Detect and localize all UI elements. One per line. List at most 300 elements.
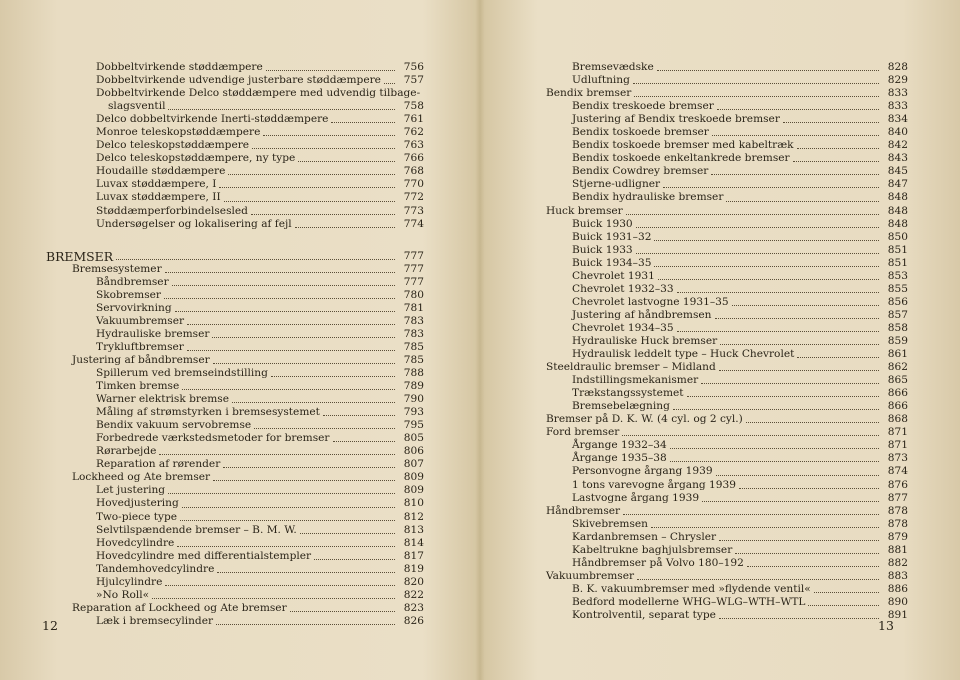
toc-entry xyxy=(46,511,424,524)
toc-entry xyxy=(546,361,908,374)
toc-entry-title: Hjulcylindre xyxy=(96,575,163,588)
toc-entry-page: 834 xyxy=(887,113,908,126)
toc-entry xyxy=(546,426,908,439)
toc-entry xyxy=(46,419,424,432)
toc-entry-page: 890 xyxy=(887,595,908,608)
toc-list-left xyxy=(46,61,424,628)
dot-leader xyxy=(228,174,395,175)
dot-leader xyxy=(263,135,395,136)
toc-entry xyxy=(546,152,908,165)
toc-entry xyxy=(546,544,908,557)
toc-entry-page: 813 xyxy=(403,523,424,536)
toc-entry xyxy=(546,178,908,191)
toc-entry-page: 763 xyxy=(403,139,424,152)
toc-entry xyxy=(546,479,908,492)
dot-leader xyxy=(298,161,395,162)
toc-entry-title: »No Roll« xyxy=(96,588,150,601)
toc-entry-title: Bendix vakuum servobremse xyxy=(96,419,252,432)
toc-entry-page: 768 xyxy=(403,165,424,178)
toc-entry-title: Hovedjustering xyxy=(96,497,179,510)
toc-entry-title: Dobbeltvirkende støddæmpere xyxy=(96,61,263,73)
toc-entry-page: 886 xyxy=(887,582,908,595)
toc-entry-page: 861 xyxy=(887,348,908,361)
toc-entry-page: 795 xyxy=(403,419,424,432)
toc-entry xyxy=(46,231,424,248)
toc-entry-title: Vakuumbremser xyxy=(546,569,635,582)
dot-leader xyxy=(626,214,879,215)
toc-entry-page: 833 xyxy=(887,100,908,113)
toc-entry-title: Skivebremsen xyxy=(572,517,649,530)
toc-entry xyxy=(546,374,908,387)
toc-entry xyxy=(546,74,908,87)
toc-entry-page: 805 xyxy=(403,432,424,445)
toc-entry-page: 774 xyxy=(403,217,424,230)
dot-leader xyxy=(702,501,879,502)
toc-entry-title: Reparation af rørender xyxy=(96,458,221,471)
toc-entry xyxy=(46,354,424,367)
toc-entry-page: 874 xyxy=(887,465,908,478)
dot-leader xyxy=(654,240,879,241)
toc-entry-title: Lockheed og Ate bremser xyxy=(72,471,211,484)
dot-leader xyxy=(384,83,395,84)
dot-leader xyxy=(712,135,879,136)
toc-entry xyxy=(46,589,424,602)
toc-entry-title: Håndbremser xyxy=(546,504,621,517)
toc-entry xyxy=(46,406,424,419)
toc-entry-title: Houdaille støddæmpere xyxy=(96,165,226,178)
toc-entry-title: Luvax støddæmpere, II xyxy=(96,191,221,204)
toc-entry-page: 823 xyxy=(403,601,424,614)
page-number-left: 12 xyxy=(42,618,58,633)
dot-leader xyxy=(657,70,879,71)
dot-leader xyxy=(266,70,395,71)
dot-leader xyxy=(182,389,395,390)
toc-entry-title: Servovirkning xyxy=(96,301,172,314)
dot-leader xyxy=(634,96,879,97)
toc-entry xyxy=(546,583,908,596)
toc-entry xyxy=(546,609,908,622)
toc-entry-title: Dobbeltvirkende udvendige justerbare støddæmpere xyxy=(96,74,381,87)
toc-entry xyxy=(46,61,424,74)
toc-entry-page: 809 xyxy=(403,484,424,497)
toc-entry-title: Delco teleskopstøddæmpere, ny type xyxy=(96,152,296,165)
toc-entry-page: 785 xyxy=(403,353,424,366)
toc-entry-page: 777 xyxy=(403,275,424,288)
toc-entry xyxy=(46,602,424,615)
toc-entry-title: Luvax støddæmpere, I xyxy=(96,178,217,191)
dot-leader xyxy=(182,507,395,508)
toc-entry xyxy=(546,452,908,465)
toc-entry-title: Personvogne årgang 1939 xyxy=(572,465,713,478)
toc-entry-title: Kardanbremsen – Chrysler xyxy=(572,530,717,543)
toc-entry xyxy=(46,87,424,100)
toc-entry-title: Dobbeltvirkende Delco støddæmpere med udvendig tilbage- xyxy=(96,87,421,100)
dot-leader xyxy=(213,480,395,481)
toc-entry-page: 789 xyxy=(403,380,424,393)
toc-entry-title: Stjerne-udligner xyxy=(572,178,661,191)
toc-entry-page: 866 xyxy=(887,387,908,400)
toc-entry-title: Two-piece type xyxy=(96,510,178,523)
toc-entry-title: Chevrolet 1934–35 xyxy=(572,321,674,334)
toc-entry-title: Årgange 1935–38 xyxy=(572,452,667,465)
toc-entry-page: 859 xyxy=(887,334,908,347)
toc-entry xyxy=(546,283,908,296)
toc-entry-title: Kabeltrukne baghjulsbremser xyxy=(572,543,733,556)
dot-leader xyxy=(814,592,879,593)
toc-entry-title: Kontrolventil, separat type xyxy=(572,608,716,621)
dot-leader xyxy=(175,311,395,312)
toc-entry xyxy=(546,492,908,505)
toc-entry xyxy=(46,205,424,218)
toc-entry xyxy=(546,322,908,335)
dot-leader xyxy=(677,292,879,293)
toc-entry-page: 810 xyxy=(403,497,424,510)
toc-entry-page: 833 xyxy=(887,87,908,100)
toc-entry-title: Hydraulisk leddelt type – Huck Chevrolet xyxy=(572,348,795,361)
toc-entry-title: Hydrauliske Huck bremser xyxy=(572,334,718,347)
dot-leader xyxy=(726,201,879,202)
toc-entry-title: Årgange 1932–34 xyxy=(572,439,667,452)
toc-entry-page: 851 xyxy=(887,256,908,269)
toc-entry xyxy=(46,341,424,354)
toc-entry-title: Læk i bremsecylinder xyxy=(96,614,214,627)
toc-entry xyxy=(546,413,908,426)
toc-entry-title: 1 tons varevogne årgang 1939 xyxy=(572,478,737,491)
toc-entry-title: Bremsesystemer xyxy=(72,262,162,275)
toc-entry-page: 882 xyxy=(887,556,908,569)
toc-list-right xyxy=(546,61,908,622)
toc-entry xyxy=(46,289,424,302)
toc-entry xyxy=(546,191,908,204)
dot-leader xyxy=(797,148,879,149)
dot-leader xyxy=(663,187,879,188)
toc-entry-title: Justering af båndbremser xyxy=(72,353,210,366)
toc-entry-page: 806 xyxy=(403,445,424,458)
toc-entry-page: 828 xyxy=(887,61,908,73)
toc-entry-title: Hovedcylindre xyxy=(96,536,175,549)
toc-entry xyxy=(46,537,424,550)
toc-entry-page: 843 xyxy=(887,152,908,165)
dot-leader xyxy=(331,122,395,123)
dot-leader xyxy=(687,396,879,397)
toc-entry-title: Trykluftbremser xyxy=(96,340,184,353)
toc-entry-title: Let justering xyxy=(96,484,166,497)
toc-entry xyxy=(46,393,424,406)
toc-entry-page: 788 xyxy=(403,366,424,379)
dot-leader xyxy=(651,527,879,528)
dot-leader xyxy=(152,598,395,599)
dot-leader xyxy=(673,409,879,410)
dot-leader xyxy=(180,520,395,521)
toc-entry-page: 842 xyxy=(887,139,908,152)
toc-entry xyxy=(546,218,908,231)
toc-entry xyxy=(546,87,908,100)
toc-entry-page: 840 xyxy=(887,126,908,139)
toc-entry-title: Bendix toskoede bremser xyxy=(572,126,709,139)
toc-entry xyxy=(546,113,908,126)
toc-entry-page: 876 xyxy=(887,478,908,491)
dot-leader xyxy=(168,109,395,110)
toc-entry xyxy=(46,563,424,576)
toc-entry xyxy=(46,165,424,178)
toc-entry-page: 762 xyxy=(403,126,424,139)
toc-entry-title: Bendix bremser xyxy=(546,87,632,100)
toc-entry-page: 817 xyxy=(403,549,424,562)
toc-entry xyxy=(46,126,424,139)
toc-entry-page: 829 xyxy=(887,74,908,87)
dot-leader xyxy=(747,566,879,567)
toc-entry-page: 766 xyxy=(403,152,424,165)
toc-entry-page: 793 xyxy=(403,406,424,419)
toc-entry-page: 783 xyxy=(403,314,424,327)
toc-entry xyxy=(546,100,908,113)
toc-entry-title: Støddæmperforbindelsesled xyxy=(96,204,248,217)
toc-entry-title: Bedford modellerne WHG–WLG–WTH–WTL xyxy=(572,595,806,608)
toc-entry xyxy=(46,458,424,471)
toc-entry-page: 853 xyxy=(887,269,908,282)
toc-entry xyxy=(46,113,424,126)
toc-entry-title: Skobremser xyxy=(96,288,161,301)
dot-leader xyxy=(670,461,879,462)
dot-leader xyxy=(797,357,879,358)
toc-entry xyxy=(46,615,424,628)
dot-leader xyxy=(636,227,879,228)
toc-entry-page: 819 xyxy=(403,562,424,575)
toc-entry-title: Huck bremser xyxy=(546,204,623,217)
toc-entry-page: 850 xyxy=(887,230,908,243)
toc-entry-page: 781 xyxy=(403,301,424,314)
toc-entry-title: Trækstangssystemet xyxy=(572,387,684,400)
dot-leader xyxy=(719,540,879,541)
toc-entry xyxy=(46,445,424,458)
dot-leader xyxy=(793,161,879,162)
toc-entry-title: Buick 1930 xyxy=(572,217,633,230)
toc-entry-page: 761 xyxy=(403,113,424,126)
toc-entry-page: 879 xyxy=(887,530,908,543)
dot-leader xyxy=(323,415,395,416)
toc-entry-title: BREMSER xyxy=(46,248,114,264)
toc-entry xyxy=(46,276,424,289)
toc-entry-title: Tandemhovedcylindre xyxy=(96,562,215,575)
toc-entry-page: 756 xyxy=(403,61,424,73)
toc-entry-page: 777 xyxy=(403,249,424,262)
toc-entry-title: Timken bremse xyxy=(96,380,180,393)
toc-entry xyxy=(46,524,424,537)
toc-entry xyxy=(546,126,908,139)
toc-entry-title: Chevrolet lastvogne 1931–35 xyxy=(572,295,729,308)
toc-entry-title: Buick 1934–35 xyxy=(572,256,652,269)
toc-entry-title: Delco teleskopstøddæmpere xyxy=(96,139,250,152)
toc-entry xyxy=(46,263,424,276)
toc-entry-page: 783 xyxy=(403,327,424,340)
toc-entry xyxy=(46,218,424,231)
dot-leader xyxy=(252,148,395,149)
toc-entry-title: B. K. vakuumbremser med »flydende ventil« xyxy=(572,582,811,595)
toc-entry-page: 809 xyxy=(403,471,424,484)
toc-entry-page: 780 xyxy=(403,288,424,301)
dot-leader xyxy=(670,448,879,449)
toc-entry-page: 855 xyxy=(887,282,908,295)
toc-entry-page: 881 xyxy=(887,543,908,556)
toc-entry-title: Hydrauliske bremser xyxy=(96,327,210,340)
toc-entry-page: 848 xyxy=(887,204,908,217)
dot-leader xyxy=(271,376,395,377)
toc-entry xyxy=(546,270,908,283)
toc-entry-page: 847 xyxy=(887,178,908,191)
toc-entry-page: 785 xyxy=(403,340,424,353)
toc-entry xyxy=(46,74,424,87)
toc-entry-title: Buick 1931–32 xyxy=(572,230,652,243)
toc-entry-page: 770 xyxy=(403,178,424,191)
toc-entry xyxy=(46,484,424,497)
dot-leader xyxy=(717,109,879,110)
toc-entry xyxy=(46,100,424,113)
toc-entry xyxy=(46,302,424,315)
toc-entry xyxy=(546,244,908,257)
toc-entry-page: 807 xyxy=(403,458,424,471)
toc-entry-title: slagsventil xyxy=(108,100,166,113)
right-page xyxy=(480,0,960,680)
toc-entry xyxy=(546,439,908,452)
toc-entry-title: Bremser på D. K. W. (4 cyl. og 2 cyl.) xyxy=(546,413,743,426)
dot-leader xyxy=(739,488,879,489)
toc-entry-title: Justering af Bendix treskoede bremser xyxy=(572,113,780,126)
toc-entry-page: 777 xyxy=(403,262,424,275)
toc-entry-title: Bendix hydrauliske bremser xyxy=(572,191,724,204)
toc-entry-title: Warner elektrisk bremse xyxy=(96,393,230,406)
toc-entry xyxy=(546,257,908,270)
toc-entry-page: 773 xyxy=(403,204,424,217)
toc-entry-title: Håndbremser på Volvo 180–192 xyxy=(572,556,744,569)
dot-leader xyxy=(333,441,396,442)
dot-leader xyxy=(216,624,395,625)
toc-entry-page: 878 xyxy=(887,517,908,530)
toc-entry-title: Steeldraulic bremser – Midland xyxy=(546,361,716,374)
dot-leader xyxy=(223,467,395,468)
toc-entry-title: Udluftning xyxy=(572,74,630,87)
dot-leader xyxy=(658,279,879,280)
toc-entry-page: 845 xyxy=(887,165,908,178)
toc-entry xyxy=(46,367,424,380)
toc-entry xyxy=(546,205,908,218)
toc-entry xyxy=(46,432,424,445)
toc-entry-title: Monroe teleskopstøddæmpere xyxy=(96,126,261,139)
toc-entry xyxy=(546,557,908,570)
dot-leader xyxy=(177,546,395,547)
toc-entry xyxy=(46,315,424,328)
page-number-right: 13 xyxy=(878,618,894,633)
toc-entry-title: Rørarbejde xyxy=(96,445,157,458)
toc-entry-title: Delco dobbeltvirkende Inerti-støddæmpere xyxy=(96,113,329,126)
dot-leader xyxy=(783,122,879,123)
dot-leader xyxy=(168,493,395,494)
toc-entry-page: 790 xyxy=(403,393,424,406)
toc-entry xyxy=(46,191,424,204)
toc-entry-page: 868 xyxy=(887,413,908,426)
dot-leader xyxy=(212,337,395,338)
dot-leader xyxy=(290,611,395,612)
toc-entry xyxy=(546,348,908,361)
toc-entry xyxy=(546,139,908,152)
toc-entry-page: 878 xyxy=(887,504,908,517)
toc-entry-title: Båndbremser xyxy=(96,275,169,288)
toc-entry-page: 857 xyxy=(887,308,908,321)
toc-entry-page: 822 xyxy=(403,588,424,601)
dot-leader xyxy=(711,174,879,175)
toc-entry-page: 865 xyxy=(887,374,908,387)
toc-entry xyxy=(46,576,424,589)
toc-entry-title: Lastvogne årgang 1939 xyxy=(572,491,700,504)
dot-leader xyxy=(732,305,879,306)
toc-entry-page: 851 xyxy=(887,243,908,256)
dot-leader xyxy=(715,318,880,319)
toc-entry xyxy=(546,570,908,583)
toc-entry xyxy=(546,309,908,322)
toc-entry xyxy=(46,471,424,484)
dot-leader xyxy=(187,324,395,325)
toc-entry-page: 862 xyxy=(887,361,908,374)
dot-leader xyxy=(254,428,395,429)
dot-leader xyxy=(636,253,879,254)
toc-entry xyxy=(546,231,908,244)
toc-entry-title: Vakuumbremser xyxy=(96,314,185,327)
toc-entry-title: Bendix toskoede enkeltankrede bremser xyxy=(572,152,790,165)
dot-leader xyxy=(300,533,395,534)
toc-entry-title: Måling af strømstyrken i bremsesystemet xyxy=(96,406,320,419)
toc-entry-page: 891 xyxy=(887,608,908,621)
toc-entry-title: Reparation af Lockheed og Ate bremser xyxy=(72,601,287,614)
toc-entry xyxy=(46,497,424,510)
toc-entry-title: Chevrolet 1932–33 xyxy=(572,282,674,295)
toc-entry-page: 871 xyxy=(887,426,908,439)
toc-entry-title: Chevrolet 1931 xyxy=(572,269,655,282)
dot-leader xyxy=(677,331,879,332)
dot-leader xyxy=(622,435,879,436)
dot-leader xyxy=(808,605,879,606)
dot-leader xyxy=(251,214,395,215)
toc-entry xyxy=(546,531,908,544)
toc-entry-title: Ford bremser xyxy=(546,426,620,439)
dot-leader xyxy=(217,572,395,573)
toc-entry-page: 814 xyxy=(403,536,424,549)
toc-entry xyxy=(546,335,908,348)
dot-leader xyxy=(623,514,879,515)
dot-leader xyxy=(172,285,395,286)
toc-entry-page: 856 xyxy=(887,295,908,308)
toc-entry xyxy=(46,152,424,165)
toc-entry-title: Bendix treskoede bremser xyxy=(572,100,714,113)
toc-entry-page: 848 xyxy=(887,217,908,230)
dot-leader xyxy=(295,227,395,228)
dot-leader xyxy=(187,350,395,351)
dot-leader xyxy=(213,363,395,364)
dot-leader xyxy=(720,344,879,345)
toc-entry xyxy=(546,596,908,609)
toc-entry-title: Bendix toskoede bremser med kabeltræk xyxy=(572,139,794,152)
toc-entry-title: Indstillingsmekanismer xyxy=(572,374,699,387)
toc-entry-page: 873 xyxy=(887,452,908,465)
dot-leader xyxy=(164,298,395,299)
toc-entry xyxy=(46,178,424,191)
toc-entry-page: 758 xyxy=(403,100,424,113)
toc-entry-title: Spillerum ved bremseindstilling xyxy=(96,366,268,379)
dot-leader xyxy=(735,553,879,554)
dot-leader xyxy=(165,585,395,586)
dot-leader xyxy=(159,454,395,455)
toc-entry xyxy=(546,165,908,178)
dot-leader xyxy=(232,402,395,403)
toc-entry-title: Selvtilspændende bremser – B. M. W. xyxy=(96,523,297,536)
